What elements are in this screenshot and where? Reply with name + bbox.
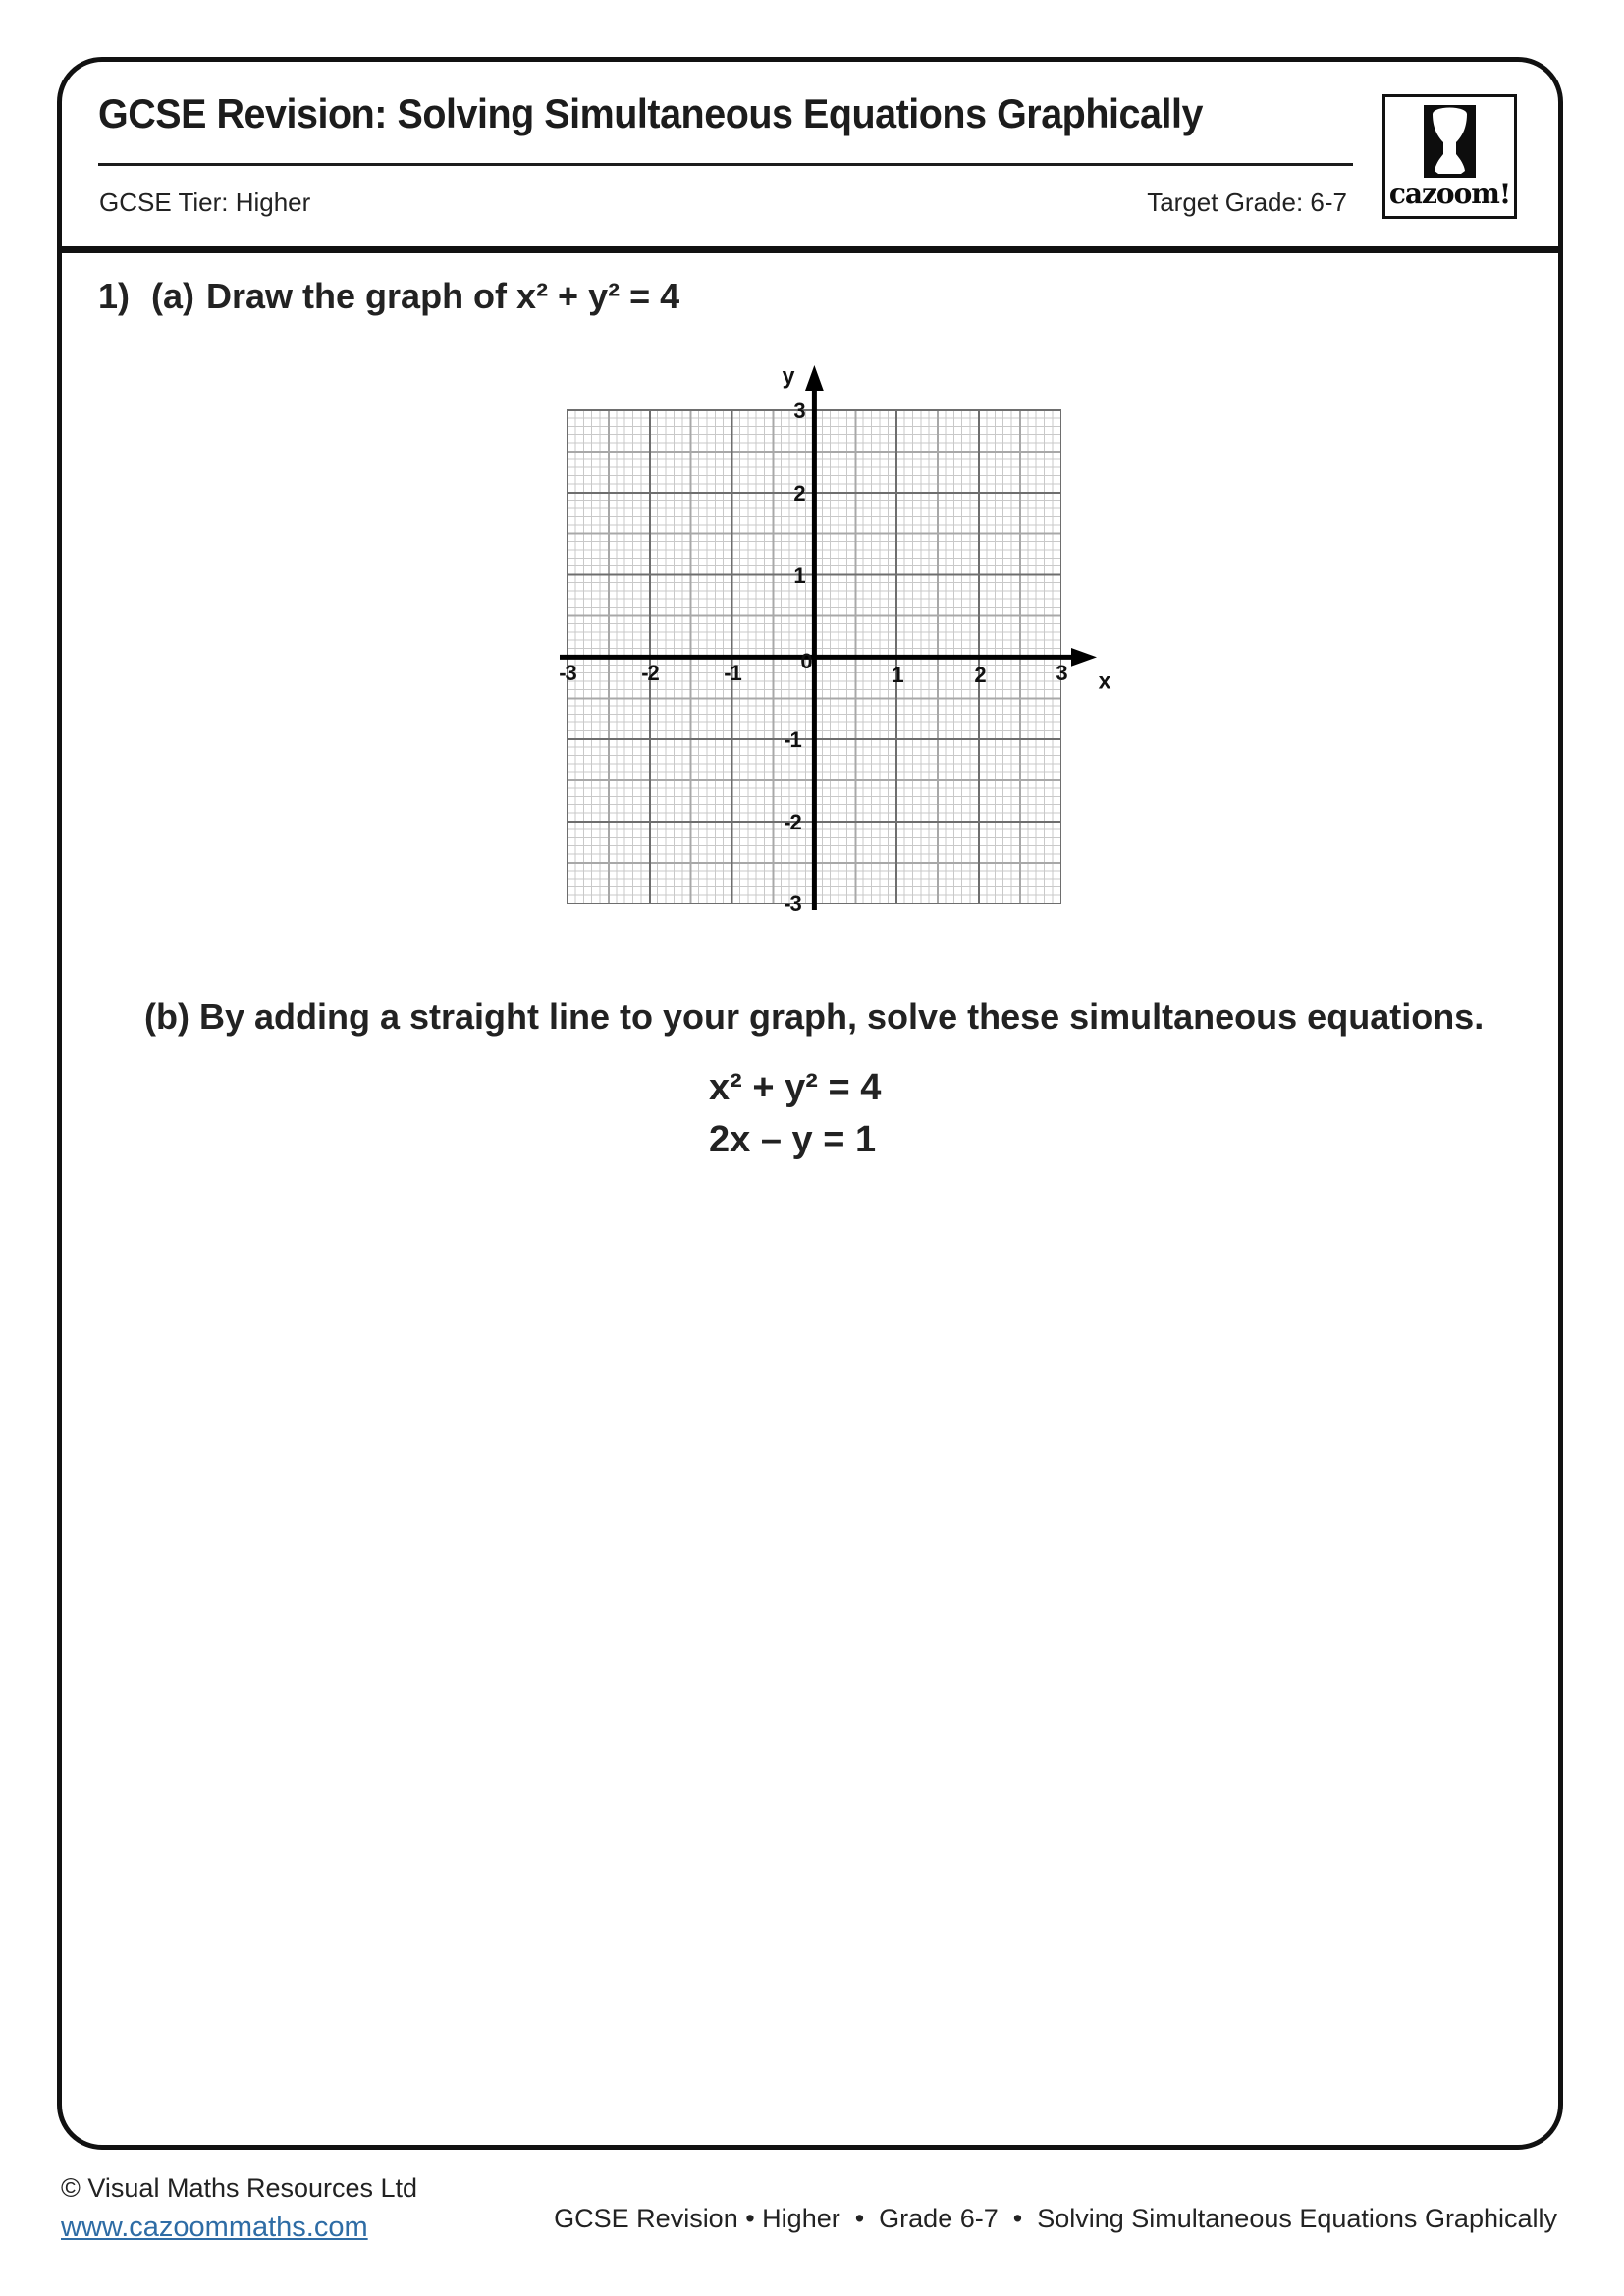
- website-link[interactable]: www.cazoommaths.com: [61, 2212, 368, 2243]
- title-divider: [98, 163, 1353, 166]
- y-tick: 2: [793, 481, 805, 506]
- target-grade-label: Target Grade: 6-7: [1147, 187, 1347, 217]
- y-tick: 1: [793, 563, 805, 588]
- part-a-equation: x² + y² = 4: [516, 276, 680, 316]
- part-a-label: (a): [151, 276, 195, 316]
- footer-breadcrumb: GCSE Revision • Higher • Grade 6-7 • Solving Simultaneous Equations Graphically: [554, 2204, 1557, 2233]
- y-tick: -3: [784, 891, 801, 916]
- y-tick: -1: [784, 727, 801, 752]
- graph-paper: [567, 409, 1061, 904]
- x-tick: 2: [974, 663, 986, 687]
- logo-text: cazoom!: [1388, 178, 1511, 210]
- djembe-drum-icon: [1424, 105, 1476, 178]
- page-title: GCSE Revision: Solving Simultaneous Equations Graphically: [98, 90, 1203, 136]
- cazoom-logo: [1382, 94, 1517, 219]
- x-tick: -3: [559, 661, 576, 685]
- simultaneous-equations: [709, 1062, 881, 1166]
- x-tick: -1: [724, 661, 741, 685]
- question-1a: [98, 276, 679, 317]
- x-tick: -2: [641, 661, 659, 685]
- tier-label: GCSE Tier: Higher: [99, 187, 311, 217]
- part-b-text: By adding a straight line to your graph, solve these simultaneous equations.: [198, 996, 1485, 1037]
- copyright-text: © Visual Maths Resources Ltd: [61, 2173, 418, 2203]
- part-a-text: Draw the graph of: [206, 276, 508, 316]
- equation-1: x² + y² = 4: [709, 1067, 882, 1108]
- y-axis-arrow-icon: [805, 365, 824, 391]
- x-tick: 1: [892, 663, 903, 687]
- x-axis-arrow-icon: [1071, 648, 1097, 667]
- coordinate-grid: [530, 353, 1129, 928]
- x-tick: 3: [1056, 661, 1067, 685]
- question-number: 1): [98, 276, 131, 316]
- y-tick: -2: [784, 810, 801, 834]
- origin-label: 0: [800, 649, 812, 673]
- header-separator: [60, 246, 1562, 253]
- x-axis-label: x: [1098, 667, 1111, 694]
- y-tick: 3: [793, 399, 805, 423]
- part-b-label: (b): [144, 996, 189, 1037]
- equation-2: 2x – y = 1: [709, 1119, 877, 1160]
- y-axis-label: y: [782, 362, 795, 389]
- question-1b: [144, 996, 1484, 1038]
